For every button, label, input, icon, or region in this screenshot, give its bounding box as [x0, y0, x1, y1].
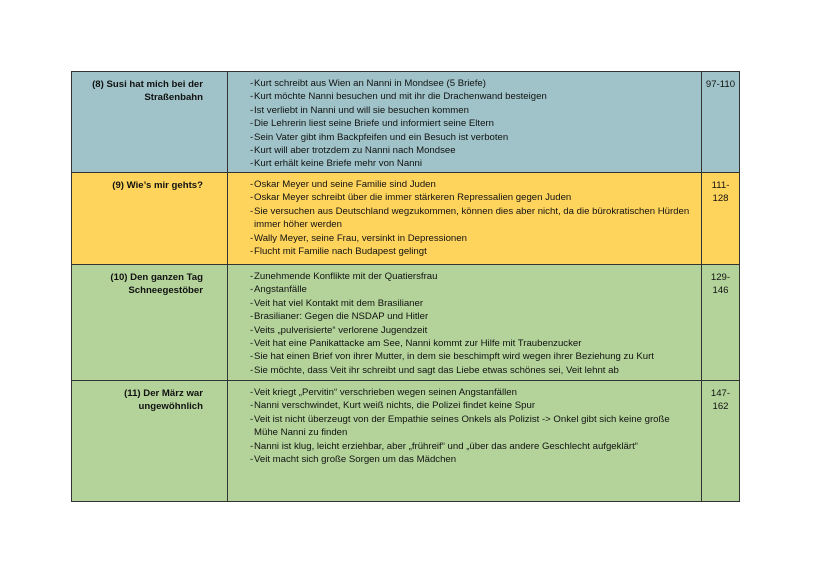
list-item: - Die Lehrerin liest seine Briefe und informiert seine Eltern: [234, 117, 693, 130]
chapter-title-cell: [72, 381, 228, 502]
chapter-title-cell: [72, 72, 228, 173]
list-item: - Veit hat viel Kontakt mit dem Brasilianer: [234, 297, 693, 310]
page-range-cell: [702, 265, 740, 381]
chapter-title-cell: [72, 265, 228, 381]
summary-list: [234, 386, 693, 466]
summary-list: [234, 77, 693, 171]
list-item: - Brasilianer: Gegen die NSDAP und Hitler: [234, 310, 693, 323]
list-item: - Veit macht sich große Sorgen um das Mädchen: [234, 453, 693, 466]
list-item: - Kurt schreibt aus Wien an Nanni in Mondsee (5 Briefe): [234, 77, 693, 90]
chapter-summary-cell: [228, 381, 702, 502]
page-range-cell: [702, 72, 740, 173]
list-item: - Sie hat einen Brief von ihrer Mutter, in dem sie beschimpft wird wegen ihrer Beziehung zu Kurt: [234, 350, 693, 363]
table-row: [72, 265, 740, 381]
list-item: - Angstanfälle: [234, 283, 693, 296]
list-item: - Flucht mit Familie nach Budapest gelingt: [234, 245, 693, 258]
list-item: - Kurt will aber trotzdem zu Nanni nach Mondsee: [234, 144, 693, 157]
chapter-title: (11) Der März war ungewöhnlich: [124, 388, 203, 413]
list-item: - Sie versuchen aus Deutschland wegzukommen, können dies aber nicht, da die bürokratischen Hürden immer höher werden: [234, 205, 693, 232]
list-item: - Oskar Meyer schreibt über die immer stärkeren Repressalien gegen Juden: [234, 191, 693, 204]
summary-list: [234, 270, 693, 377]
list-item: - Sein Vater gibt ihm Backpfeifen und ein Besuch ist verboten: [234, 131, 693, 144]
chapter-title: (10) Den ganzen Tag Schneegestöber: [110, 272, 203, 297]
chapter-summary-table: [71, 71, 740, 502]
list-item: - Veit hat eine Panikattacke am See, Nanni kommt zur Hilfe mit Traubenzucker: [234, 337, 693, 350]
chapter-title-cell: [72, 173, 228, 265]
page-range: 111-128: [711, 180, 730, 205]
summary-list: [234, 178, 693, 258]
chapter-summary-cell: [228, 265, 702, 381]
list-item: - Veit kriegt „Pervitin“ verschrieben wegen seinen Angstanfällen: [234, 386, 693, 399]
chapter-summary-cell: [228, 72, 702, 173]
page-range-cell: [702, 173, 740, 265]
table-row: [72, 381, 740, 502]
page-range-cell: [702, 381, 740, 502]
chapter-title: (8) Susi hat mich bei der Straßenbahn: [92, 79, 203, 104]
chapter-title: (9) Wie’s mir gehts?: [112, 180, 203, 191]
list-item: - Veit ist nicht überzeugt von der Empathie seines Onkels als Polizist -> Onkel gibt sich keine große Mühe Nanni zu finden: [234, 413, 693, 440]
list-item: - Zunehmende Konflikte mit der Quatiersfrau: [234, 270, 693, 283]
list-item: - Veits „pulverisierte“ verlorene Jugendzeit: [234, 324, 693, 337]
list-item: - Kurt erhält keine Briefe mehr von Nanni: [234, 157, 693, 170]
list-item: - Oskar Meyer und seine Familie sind Juden: [234, 178, 693, 191]
list-item: - Sie möchte, dass Veit ihr schreibt und sagt das Liebe etwas schönes sei, Veit lehnt ab: [234, 364, 693, 377]
page-range: 97-110: [705, 79, 736, 90]
list-item: - Ist verliebt in Nanni und will sie besuchen kommen: [234, 104, 693, 117]
table-row: [72, 72, 740, 173]
page-range: 147-162: [710, 388, 731, 413]
list-item: - Wally Meyer, seine Frau, versinkt in Depressionen: [234, 232, 693, 245]
list-item: - Kurt möchte Nanni besuchen und mit ihr die Drachenwand besteigen: [234, 90, 693, 103]
chapter-summary-cell: [228, 173, 702, 265]
page-range: 129-146: [710, 272, 731, 297]
list-item: - Nanni verschwindet, Kurt weiß nichts, die Polizei findet keine Spur: [234, 399, 693, 412]
table-row: [72, 173, 740, 265]
list-item: - Nanni ist klug, leicht erziehbar, aber „frühreif“ und „über das andere Geschlecht aufgeklärt“: [234, 440, 693, 453]
